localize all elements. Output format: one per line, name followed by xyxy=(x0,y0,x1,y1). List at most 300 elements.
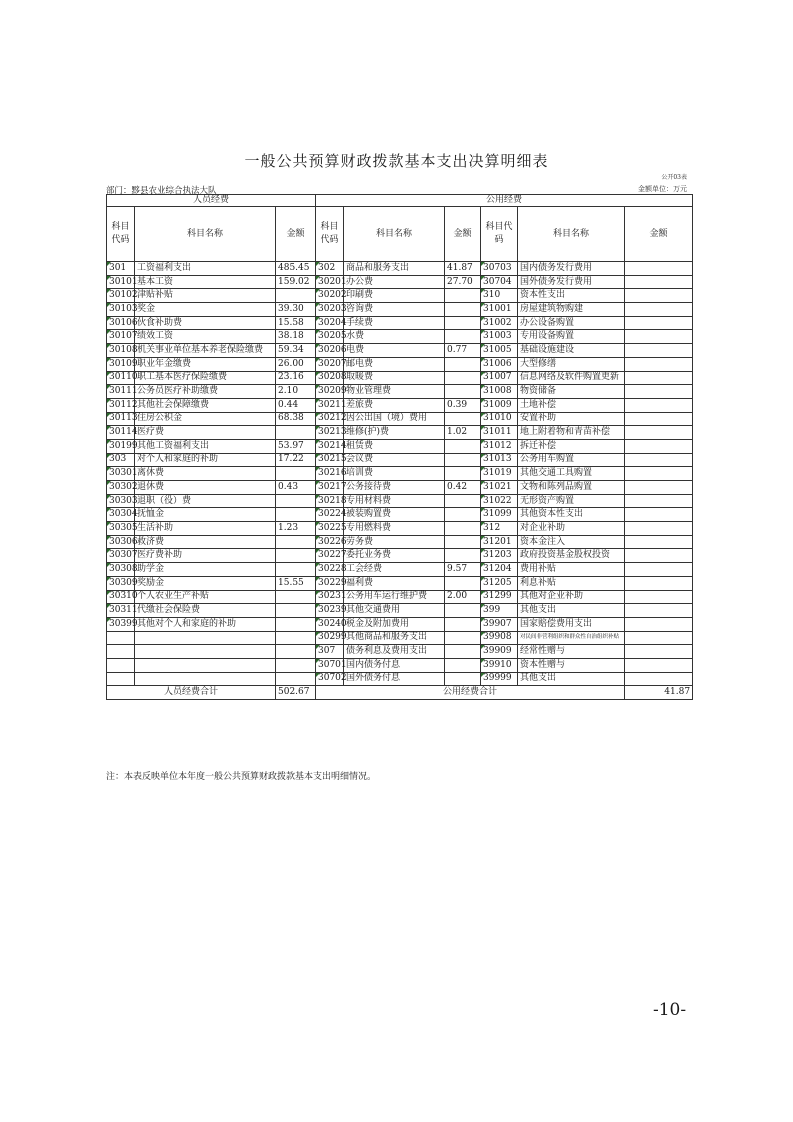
cell-amount-2 xyxy=(445,289,481,303)
cell-name-3: 基础设施建设 xyxy=(518,344,625,358)
header-name-1: 科目名称 xyxy=(135,207,276,262)
cell-amount-1: 38.18 xyxy=(276,330,316,344)
cell-code-2: 30206 xyxy=(316,344,344,358)
cell-amount-1 xyxy=(276,494,316,508)
cell-code-3: 31003 xyxy=(481,330,518,344)
header-amount-1: 金额 xyxy=(276,207,316,262)
cell-amount-1: 23.16 xyxy=(276,371,316,385)
cell-code-3: 31012 xyxy=(481,439,518,453)
cell-code-3: 30704 xyxy=(481,275,518,289)
cell-code-1: 30309 xyxy=(107,576,135,590)
cell-code-3: 31299 xyxy=(481,590,518,604)
cell-name-2: 债务利息及费用支出 xyxy=(344,645,445,659)
cell-code-2: 30212 xyxy=(316,412,344,426)
cell-name-3: 土地补偿 xyxy=(518,398,625,412)
cell-amount-1: 26.00 xyxy=(276,357,316,371)
cell-name-3: 对民间非营利组织和群众性自治组织补贴 xyxy=(518,631,625,645)
cell-name-1: 医疗费 xyxy=(135,426,276,440)
cell-amount-3 xyxy=(625,522,693,536)
cell-name-3: 政府投资基金股权投资 xyxy=(518,549,625,563)
cell-name-3: 物资储备 xyxy=(518,385,625,399)
cell-name-1: 抚恤金 xyxy=(135,508,276,522)
amount-unit-label: 金额单位：万元 xyxy=(638,185,687,193)
cell-name-2: 专用材料费 xyxy=(344,494,445,508)
cell-code-3: 399 xyxy=(481,604,518,618)
cell-name-3: 其他交通工具购置 xyxy=(518,467,625,481)
cell-amount-1 xyxy=(276,508,316,522)
cell-name-2: 福利费 xyxy=(344,576,445,590)
cell-name-1 xyxy=(135,645,276,659)
cell-code-3: 31011 xyxy=(481,426,518,440)
cell-amount-3 xyxy=(625,453,693,467)
table-row xyxy=(107,604,693,618)
cell-code-2: 30216 xyxy=(316,467,344,481)
cell-amount-2 xyxy=(445,658,481,672)
cell-name-2: 差旅费 xyxy=(344,398,445,412)
cell-name-1: 基本工资 xyxy=(135,275,276,289)
total-public-value: 41.87 xyxy=(625,686,693,700)
cell-amount-3 xyxy=(625,481,693,495)
table-row xyxy=(107,467,693,481)
cell-code-3: 31002 xyxy=(481,316,518,330)
cell-code-1: 30103 xyxy=(107,303,135,317)
cell-code-3: 31205 xyxy=(481,576,518,590)
cell-code-3: 31204 xyxy=(481,563,518,577)
cell-code-2: 30240 xyxy=(316,617,344,631)
cell-name-3: 安置补助 xyxy=(518,412,625,426)
table-row xyxy=(107,549,693,563)
table-row xyxy=(107,357,693,371)
cell-name-3: 其他支出 xyxy=(518,604,625,618)
cell-name-1: 退职（役）费 xyxy=(135,494,276,508)
cell-amount-1 xyxy=(276,617,316,631)
cell-amount-1: 53.97 xyxy=(276,439,316,453)
cell-name-1 xyxy=(135,672,276,686)
cell-amount-1 xyxy=(276,645,316,659)
cell-code-1: 30110 xyxy=(107,371,135,385)
cell-amount-1: 0.44 xyxy=(276,398,316,412)
cell-name-1: 对个人和家庭的补助 xyxy=(135,453,276,467)
cell-name-2: 商品和服务支出 xyxy=(344,262,445,276)
cell-amount-1 xyxy=(276,590,316,604)
department-label: 部门：黟县农业综合执法大队 xyxy=(106,186,217,196)
cell-code-2: 30205 xyxy=(316,330,344,344)
cell-code-3: 39999 xyxy=(481,672,518,686)
cell-name-1: 绩效工资 xyxy=(135,330,276,344)
cell-amount-3 xyxy=(625,508,693,522)
cell-code-1: 30101 xyxy=(107,275,135,289)
cell-name-1 xyxy=(135,631,276,645)
cell-name-3: 对企业补助 xyxy=(518,522,625,536)
cell-name-1: 代缴社会保险费 xyxy=(135,604,276,618)
cell-code-3: 31022 xyxy=(481,494,518,508)
cell-amount-1: 15.58 xyxy=(276,316,316,330)
table-row xyxy=(107,385,693,399)
cell-name-2: 税金及附加费用 xyxy=(344,617,445,631)
cell-amount-2 xyxy=(445,453,481,467)
cell-amount-3 xyxy=(625,604,693,618)
cell-amount-3 xyxy=(625,316,693,330)
cell-code-2: 30229 xyxy=(316,576,344,590)
cell-code-1: 303 xyxy=(107,453,135,467)
cell-amount-2: 0.42 xyxy=(445,481,481,495)
cell-amount-1: 15.55 xyxy=(276,576,316,590)
total-personnel-label: 人员经费合计 xyxy=(107,686,276,700)
cell-code-1: 30399 xyxy=(107,617,135,631)
cell-amount-1: 17.22 xyxy=(276,453,316,467)
cell-amount-2: 2.00 xyxy=(445,590,481,604)
cell-name-3: 资本性赠与 xyxy=(518,658,625,672)
table-row xyxy=(107,344,693,358)
table-row xyxy=(107,522,693,536)
cell-amount-2 xyxy=(445,439,481,453)
header-amount-3: 金额 xyxy=(625,207,693,262)
cell-amount-2 xyxy=(445,494,481,508)
cell-amount-3 xyxy=(625,412,693,426)
cell-code-3: 30703 xyxy=(481,262,518,276)
cell-code-3: 31009 xyxy=(481,398,518,412)
cell-amount-2: 1.02 xyxy=(445,426,481,440)
header-name-2: 科目名称 xyxy=(344,207,445,262)
cell-code-1 xyxy=(107,645,135,659)
cell-name-2: 邮电费 xyxy=(344,357,445,371)
cell-code-2: 30202 xyxy=(316,289,344,303)
cell-code-1: 30306 xyxy=(107,535,135,549)
cell-name-2: 其他交通费用 xyxy=(344,604,445,618)
cell-name-2: 公务用车运行维护费 xyxy=(344,590,445,604)
cell-name-2: 国内债务付息 xyxy=(344,658,445,672)
cell-name-1: 伙食补助费 xyxy=(135,316,276,330)
table-row xyxy=(107,398,693,412)
table-row xyxy=(107,481,693,495)
cell-code-3: 31001 xyxy=(481,303,518,317)
cell-amount-2 xyxy=(445,549,481,563)
cell-name-2: 委托业务费 xyxy=(344,549,445,563)
cell-amount-2 xyxy=(445,303,481,317)
cell-name-1: 工资福利支出 xyxy=(135,262,276,276)
cell-code-2: 30299 xyxy=(316,631,344,645)
total-public-label: 公用经费合计 xyxy=(316,686,625,700)
cell-amount-3 xyxy=(625,344,693,358)
cell-amount-2 xyxy=(445,316,481,330)
expenditure-detail-table xyxy=(106,194,693,700)
cell-code-2: 30239 xyxy=(316,604,344,618)
cell-name-1: 机关事业单位基本养老保险缴费 xyxy=(135,344,276,358)
cell-code-1: 30305 xyxy=(107,522,135,536)
cell-code-2: 30213 xyxy=(316,426,344,440)
cell-name-3: 经常性赠与 xyxy=(518,645,625,659)
header-code-1: 科目代码 xyxy=(107,207,135,262)
cell-name-3: 房屋建筑物购建 xyxy=(518,303,625,317)
cell-code-3: 310 xyxy=(481,289,518,303)
cell-amount-2: 27.70 xyxy=(445,275,481,289)
cell-name-3: 国家赔偿费用支出 xyxy=(518,617,625,631)
cell-code-3: 39908 xyxy=(481,631,518,645)
cell-name-2: 工会经费 xyxy=(344,563,445,577)
cell-amount-1 xyxy=(276,563,316,577)
footnote: 注：本表反映单位本年度一般公共预算财政拨款基本支出明细情况。 xyxy=(106,772,377,782)
cell-name-3: 资本性支出 xyxy=(518,289,625,303)
cell-code-3: 31007 xyxy=(481,371,518,385)
cell-amount-2 xyxy=(445,357,481,371)
cell-code-3: 31019 xyxy=(481,467,518,481)
cell-amount-1: 159.02 xyxy=(276,275,316,289)
cell-amount-3 xyxy=(625,275,693,289)
cell-code-3: 31021 xyxy=(481,481,518,495)
cell-code-3: 31008 xyxy=(481,385,518,399)
cell-amount-1 xyxy=(276,631,316,645)
table-row xyxy=(107,330,693,344)
cell-amount-3 xyxy=(625,494,693,508)
cell-name-3: 其他对企业补助 xyxy=(518,590,625,604)
cell-name-1: 公务员医疗补助缴费 xyxy=(135,385,276,399)
cell-code-3: 31013 xyxy=(481,453,518,467)
cell-amount-3 xyxy=(625,672,693,686)
cell-name-1: 住房公积金 xyxy=(135,412,276,426)
cell-code-2: 30224 xyxy=(316,508,344,522)
cell-name-1: 生活补助 xyxy=(135,522,276,536)
cell-name-2: 公务接待费 xyxy=(344,481,445,495)
cell-code-2: 30217 xyxy=(316,481,344,495)
cell-code-1: 30303 xyxy=(107,494,135,508)
cell-name-3: 资本金注入 xyxy=(518,535,625,549)
cell-amount-1 xyxy=(276,672,316,686)
header-code-3: 科目代码 xyxy=(481,207,518,262)
cell-code-1: 30114 xyxy=(107,426,135,440)
cell-code-1 xyxy=(107,672,135,686)
cell-amount-1 xyxy=(276,549,316,563)
cell-code-2: 302 xyxy=(316,262,344,276)
group-header-public: 公用经费 xyxy=(316,195,693,207)
cell-code-1: 30302 xyxy=(107,481,135,495)
cell-name-2: 专用燃料费 xyxy=(344,522,445,536)
cell-name-1: 其他对个人和家庭的补助 xyxy=(135,617,276,631)
cell-name-2: 办公费 xyxy=(344,275,445,289)
table-row xyxy=(107,658,693,672)
cell-name-1: 职工基本医疗保险缴费 xyxy=(135,371,276,385)
cell-amount-2 xyxy=(445,508,481,522)
cell-name-1 xyxy=(135,658,276,672)
cell-amount-1 xyxy=(276,658,316,672)
cell-name-3: 其他支出 xyxy=(518,672,625,686)
cell-name-1: 其他社会保障缴费 xyxy=(135,398,276,412)
table-row xyxy=(107,316,693,330)
cell-name-3: 办公设备购置 xyxy=(518,316,625,330)
table-row xyxy=(107,439,693,453)
cell-name-2: 租赁费 xyxy=(344,439,445,453)
cell-code-3: 39907 xyxy=(481,617,518,631)
cell-code-1: 30112 xyxy=(107,398,135,412)
cell-amount-2 xyxy=(445,467,481,481)
cell-amount-2: 41.87 xyxy=(445,262,481,276)
cell-amount-2: 9.57 xyxy=(445,563,481,577)
cell-name-2: 培训费 xyxy=(344,467,445,481)
cell-name-1: 奖励金 xyxy=(135,576,276,590)
cell-name-3: 公务用车购置 xyxy=(518,453,625,467)
cell-code-3: 39909 xyxy=(481,645,518,659)
cell-code-1: 30111 xyxy=(107,385,135,399)
cell-name-3: 地上附着物和青苗补偿 xyxy=(518,426,625,440)
cell-code-3: 312 xyxy=(481,522,518,536)
cell-code-2: 30207 xyxy=(316,357,344,371)
cell-name-2: 维修(护)费 xyxy=(344,426,445,440)
cell-code-1: 30199 xyxy=(107,439,135,453)
cell-amount-1: 0.43 xyxy=(276,481,316,495)
cell-name-2: 物业管理费 xyxy=(344,385,445,399)
cell-name-3: 其他资本性支出 xyxy=(518,508,625,522)
cell-name-1: 退休费 xyxy=(135,481,276,495)
cell-amount-2 xyxy=(445,604,481,618)
cell-amount-3 xyxy=(625,439,693,453)
cell-amount-3 xyxy=(625,262,693,276)
cell-code-1: 30301 xyxy=(107,467,135,481)
cell-amount-2: 0.39 xyxy=(445,398,481,412)
table-row xyxy=(107,508,693,522)
cell-code-1 xyxy=(107,631,135,645)
table-row xyxy=(107,535,693,549)
cell-amount-2: 0.77 xyxy=(445,344,481,358)
cell-amount-2 xyxy=(445,371,481,385)
cell-code-3: 31006 xyxy=(481,357,518,371)
cell-name-3: 无形资产购置 xyxy=(518,494,625,508)
cell-amount-3 xyxy=(625,617,693,631)
table-row xyxy=(107,645,693,659)
cell-code-2: 30209 xyxy=(316,385,344,399)
cell-code-3: 31005 xyxy=(481,344,518,358)
cell-amount-2 xyxy=(445,330,481,344)
group-header-personnel: 人员经费 xyxy=(107,195,316,207)
cell-amount-3 xyxy=(625,398,693,412)
cell-amount-2 xyxy=(445,576,481,590)
cell-amount-1: 68.38 xyxy=(276,412,316,426)
cell-code-2: 30211 xyxy=(316,398,344,412)
cell-name-2: 取暖费 xyxy=(344,371,445,385)
cell-amount-3 xyxy=(625,576,693,590)
cell-name-3: 大型修缮 xyxy=(518,357,625,371)
cell-code-2: 30231 xyxy=(316,590,344,604)
cell-amount-3 xyxy=(625,426,693,440)
cell-name-1: 职业年金缴费 xyxy=(135,357,276,371)
cell-amount-1 xyxy=(276,604,316,618)
table-row xyxy=(107,631,693,645)
cell-amount-3 xyxy=(625,289,693,303)
table-row xyxy=(107,563,693,577)
cell-amount-2 xyxy=(445,631,481,645)
cell-name-2: 电费 xyxy=(344,344,445,358)
cell-code-3: 31099 xyxy=(481,508,518,522)
cell-amount-3 xyxy=(625,303,693,317)
cell-name-1: 个人农业生产补贴 xyxy=(135,590,276,604)
cell-name-2: 印刷费 xyxy=(344,289,445,303)
cell-name-2: 咨询费 xyxy=(344,303,445,317)
cell-code-2: 30201 xyxy=(316,275,344,289)
cell-amount-3 xyxy=(625,385,693,399)
cell-name-2: 因公出国（境）费用 xyxy=(344,412,445,426)
cell-code-3: 39910 xyxy=(481,658,518,672)
table-row xyxy=(107,453,693,467)
cell-amount-1: 39.30 xyxy=(276,303,316,317)
cell-code-3: 31201 xyxy=(481,535,518,549)
page-number: -10- xyxy=(653,1000,687,1020)
cell-amount-1: 59.34 xyxy=(276,344,316,358)
cell-name-3: 文物和陈列品购置 xyxy=(518,481,625,495)
total-personnel-value: 502.67 xyxy=(276,686,316,700)
cell-code-1: 30109 xyxy=(107,357,135,371)
cell-code-1: 30307 xyxy=(107,549,135,563)
cell-amount-1 xyxy=(276,426,316,440)
cell-amount-3 xyxy=(625,535,693,549)
cell-name-3: 费用补贴 xyxy=(518,563,625,577)
cell-amount-3 xyxy=(625,549,693,563)
cell-amount-3 xyxy=(625,330,693,344)
cell-code-1: 30304 xyxy=(107,508,135,522)
cell-name-1: 救济费 xyxy=(135,535,276,549)
cell-code-1: 30311 xyxy=(107,604,135,618)
table-row xyxy=(107,576,693,590)
table-row xyxy=(107,289,693,303)
cell-amount-3 xyxy=(625,645,693,659)
table-row xyxy=(107,303,693,317)
cell-code-1: 30308 xyxy=(107,563,135,577)
cell-amount-1: 485.45 xyxy=(276,262,316,276)
cell-name-3: 国外债务发行费用 xyxy=(518,275,625,289)
table-row xyxy=(107,275,693,289)
cell-amount-3 xyxy=(625,467,693,481)
cell-code-1: 30107 xyxy=(107,330,135,344)
cell-amount-3 xyxy=(625,357,693,371)
cell-code-2: 30204 xyxy=(316,316,344,330)
cell-amount-2 xyxy=(445,535,481,549)
cell-code-2: 30225 xyxy=(316,522,344,536)
table-row xyxy=(107,371,693,385)
cell-code-2: 30226 xyxy=(316,535,344,549)
cell-name-3: 利息补贴 xyxy=(518,576,625,590)
cell-code-2: 30701 xyxy=(316,658,344,672)
cell-amount-3 xyxy=(625,658,693,672)
cell-name-3: 拆迁补偿 xyxy=(518,439,625,453)
table-row xyxy=(107,262,693,276)
cell-code-1: 301 xyxy=(107,262,135,276)
header-code-2: 科目代码 xyxy=(316,207,344,262)
cell-code-1: 30108 xyxy=(107,344,135,358)
table-row xyxy=(107,617,693,631)
cell-name-1: 津贴补贴 xyxy=(135,289,276,303)
cell-code-2: 30203 xyxy=(316,303,344,317)
cell-code-2: 30215 xyxy=(316,453,344,467)
table-row xyxy=(107,412,693,426)
cell-amount-3 xyxy=(625,563,693,577)
cell-amount-2 xyxy=(445,522,481,536)
cell-name-3: 信息网络及软件购置更新 xyxy=(518,371,625,385)
table-title: 一般公共预算财政拨款基本支出决算明细表 xyxy=(244,152,549,170)
cell-amount-2 xyxy=(445,412,481,426)
cell-name-1: 助学金 xyxy=(135,563,276,577)
cell-code-1: 30113 xyxy=(107,412,135,426)
header-name-3: 科目名称 xyxy=(518,207,625,262)
form-number: 公开03表 xyxy=(661,174,687,181)
cell-amount-3 xyxy=(625,590,693,604)
cell-name-1: 医疗费补助 xyxy=(135,549,276,563)
cell-code-2: 30218 xyxy=(316,494,344,508)
cell-code-2: 30702 xyxy=(316,672,344,686)
table-row xyxy=(107,494,693,508)
cell-amount-3 xyxy=(625,631,693,645)
cell-code-3: 31010 xyxy=(481,412,518,426)
cell-code-3: 31203 xyxy=(481,549,518,563)
cell-name-1: 离休费 xyxy=(135,467,276,481)
cell-name-1: 奖金 xyxy=(135,303,276,317)
table-row xyxy=(107,672,693,686)
